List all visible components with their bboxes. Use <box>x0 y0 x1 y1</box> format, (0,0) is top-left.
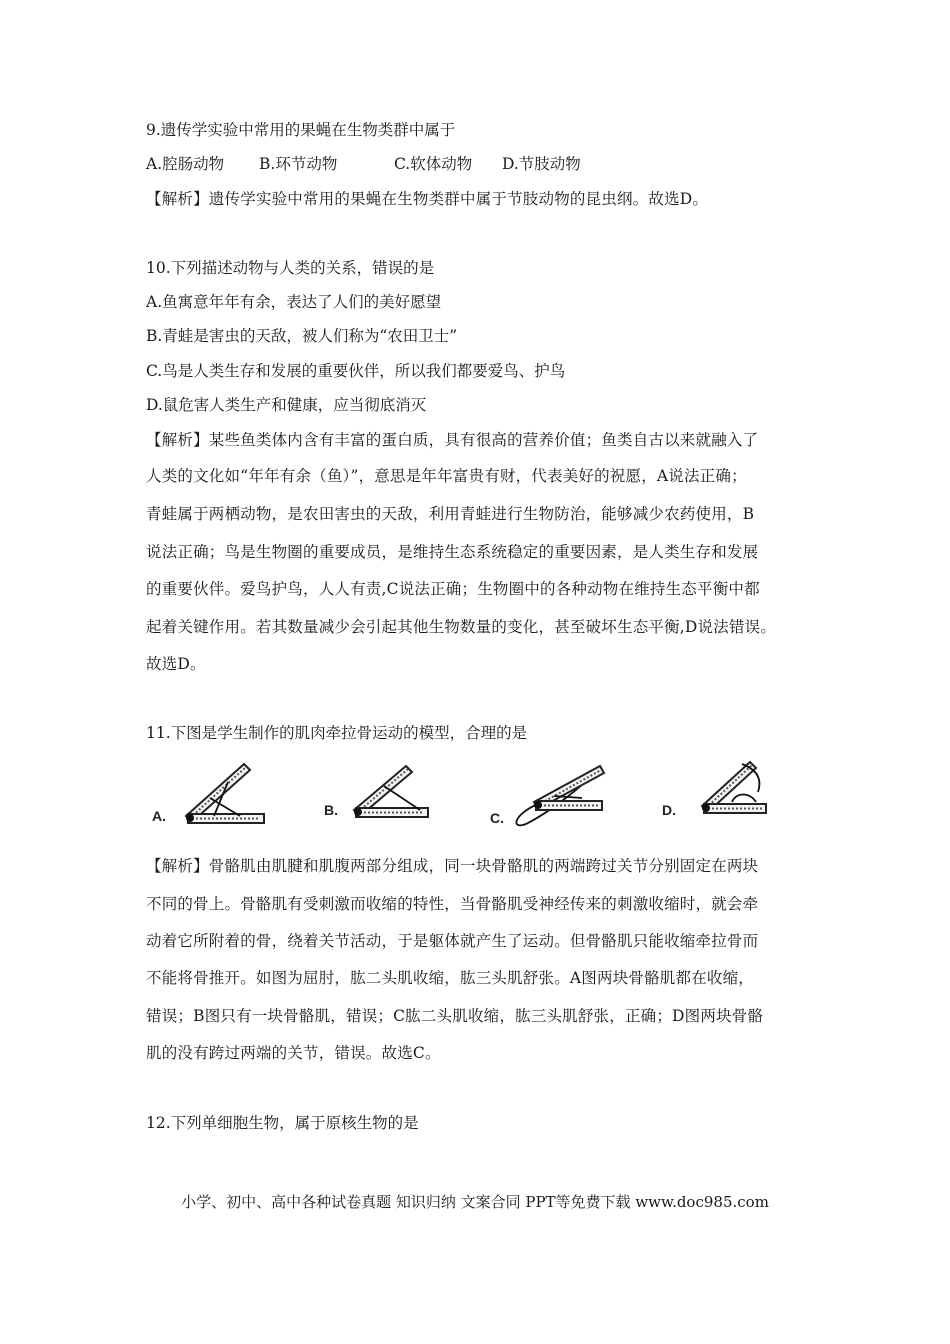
figure-b-label: B. <box>324 802 338 818</box>
q9-option-a: A.腔肠动物 <box>146 155 225 173</box>
q11-analysis-line: 动着它所附着的骨，绕着关节活动，于是躯体就产生了运动。但骨骼肌只能收缩牵拉骨而 <box>146 932 759 950</box>
figure-a-label: A. <box>152 808 166 824</box>
q9-option-d: D.节肢动物 <box>502 155 581 173</box>
figure-d-label: D. <box>662 802 676 818</box>
q11-analysis-line: 【解析】骨骼肌由肌腱和肌腹两部分组成，同一块骨骼肌的两端跨过关节分别固定在两块 <box>146 857 759 875</box>
q9-options <box>146 154 581 174</box>
q10-option-d: D.鼠危害人类生产和健康，应当彻底消灭 <box>146 396 427 414</box>
arm-model-b-icon <box>318 752 448 832</box>
q10-analysis-line: 起着关键作用。若其数量减少会引起其他生物数量的变化，甚至破坏生态平衡,D说法错误。 <box>146 618 777 636</box>
q12-stem: 12.下列单细胞生物，属于原核生物的是 <box>146 1114 419 1132</box>
q10-stem: 10.下列描述动物与人类的关系，错误的是 <box>146 259 435 277</box>
q11-figures <box>146 752 806 832</box>
q9-option-c: C.软体动物 <box>394 155 473 173</box>
figure-d <box>658 752 788 832</box>
figure-a <box>146 752 276 832</box>
page-footer: 小学、初中、高中各种试卷真题 知识归纳 文案合同 PPT等免费下载 www.doc985.com <box>181 1193 769 1211</box>
q10-analysis-line: 故选D。 <box>146 655 206 673</box>
q9-analysis: 【解析】遗传学实验中常用的果蝇在生物类群中属于节肢动物的昆虫纲。故选D。 <box>146 190 709 208</box>
q10-analysis-line: 的重要伙伴。爱鸟护鸟，人人有责,C说法正确；生物圈中的各种动物在维持生态平衡中都 <box>146 580 760 598</box>
q10-analysis-line: 人类的文化如“年年有余（鱼）”，意思是年年富贵有财，代表美好的祝愿，A说法正确； <box>146 467 747 485</box>
q11-analysis-line: 肌的没有跨过两端的关节，错误。故选C。 <box>146 1044 441 1062</box>
q10-option-b: B.青蛙是害虫的天敌，被人们称为“农田卫士” <box>146 327 458 345</box>
q10-analysis-line: 青蛙属于两栖动物，是农田害虫的天敌，利用青蛙进行生物防治，能够减少农药使用，B <box>146 505 755 523</box>
q11-analysis-line: 不能将骨推开。如图为屈肘，肱二头肌收缩，肱三头肌舒张。A图两块骨骼肌都在收缩， <box>146 969 754 987</box>
arm-model-c-icon <box>486 752 616 832</box>
figure-c <box>486 752 616 832</box>
q9-option-b: B.环节动物 <box>259 155 338 173</box>
q11-stem: 11.下图是学生制作的肌肉牵拉骨运动的模型，合理的是 <box>146 724 528 742</box>
q10-option-a: A.鱼寓意年年有余，表达了人们的美好愿望 <box>146 293 442 311</box>
q11-analysis-line: 错误；B图只有一块骨骼肌，错误；C肱二头肌收缩，肱三头肌舒张，正确；D图两块骨骼 <box>146 1007 764 1025</box>
arm-model-d-icon <box>658 752 788 832</box>
q11-analysis-line: 不同的骨上。骨骼肌有受刺激而收缩的特性，当骨骼肌受神经传来的刺激收缩时，就会牵 <box>146 895 759 913</box>
q10-analysis-line: 说法正确；鸟是生物圈的重要成员，是维持生态系统稳定的重要因素，是人类生存和发展 <box>146 543 759 561</box>
q10-option-c: C.鸟是人类生存和发展的重要伙伴，所以我们都要爱鸟、护鸟 <box>146 362 566 380</box>
q10-analysis-line: 【解析】某些鱼类体内含有丰富的蛋白质，具有很高的营养价值；鱼类自古以来就融入了 <box>146 431 759 449</box>
q9-stem: 9.遗传学实验中常用的果蝇在生物类群中属于 <box>146 121 456 139</box>
figure-b <box>318 752 448 832</box>
figure-c-label: C. <box>490 810 504 826</box>
